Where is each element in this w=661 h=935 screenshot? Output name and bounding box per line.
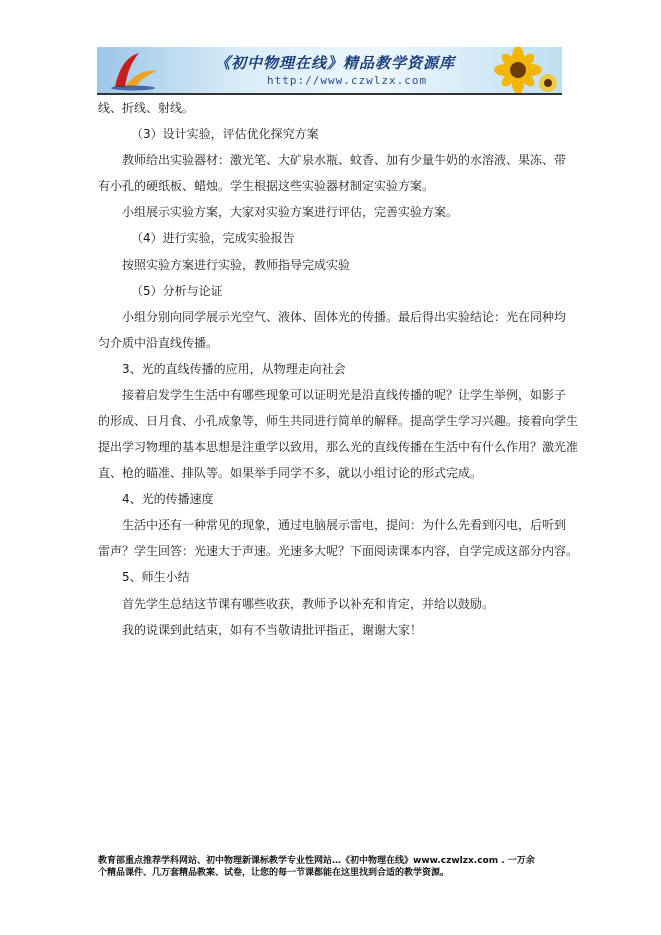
paragraph-line: 提出学习物理的基本思想是注重学以致用，那么光的直线传播在生活中有什么作用？激光准 xyxy=(98,440,579,454)
paragraph-line: 直、枪的瞄准、排队等。如果举手同学不多，就以小组讨论的形式完成。 xyxy=(98,466,483,480)
footer-line: 个精品课件、几万套精品教案、试卷，让您的每一节课都能在这里找到合适的教学资源。 xyxy=(98,868,450,878)
paragraph-line: 匀介质中沿直线传播。 xyxy=(98,336,219,350)
paragraph-line: 小组展示实验方案，大家对实验方案进行评估，完善实验方案。 xyxy=(122,205,459,219)
paragraph-line: 的形成、日月食、小孔成象等，师生共同进行简单的解释。提高学生学习兴趣。接着向学生 xyxy=(98,414,579,428)
section-heading: （4）进行实验，完成实验报告 xyxy=(131,231,295,245)
paragraph-line: 小组分别向同学展示光空气、液体、固体光的传播。最后得出实验结论：光在同种均 xyxy=(122,310,567,324)
paragraph-line: 雷声？学生回答：光速大于声速。光速多大呢？下面阅读课本内容，自学完成这部分内容。 xyxy=(98,544,579,558)
site-logo-icon xyxy=(103,49,163,91)
paragraph-line: 线、折线、射线。 xyxy=(98,101,195,115)
section-heading: 4、光的传播速度 xyxy=(122,492,214,506)
site-url[interactable]: http://www.czwlzx.com xyxy=(267,74,428,87)
paragraph-line: 我的说课到此结束，如有不当敬请批评指正，谢谢大家！ xyxy=(122,623,423,637)
sunflower-icon xyxy=(478,47,558,93)
header-divider xyxy=(97,93,562,95)
section-heading: 5、师生小结 xyxy=(122,570,190,584)
section-heading: （3）设计实验，评估优化探究方案 xyxy=(131,127,319,141)
paragraph-line: 按照实验方案进行实验，教师指导完成实验 xyxy=(122,258,351,272)
paragraph-line: 教师给出实验器材：激光笔、大矿泉水瓶、蚊香、加有少量牛奶的水溶液、果冻、带 xyxy=(122,153,567,167)
section-heading: （5）分析与论证 xyxy=(131,284,223,298)
paragraph-line: 生活中还有一种常见的现象，通过电脑展示雷电，提问：为什么先看到闪电，后听到 xyxy=(122,518,567,532)
paragraph-line: 接着启发学生生活中有哪些现象可以证明光是沿直线传播的呢？让学生举例，如影子 xyxy=(122,388,567,402)
paragraph-line: 首先学生总结这节课有哪些收获，教师予以补充和肯定，并给以鼓励。 xyxy=(122,597,495,611)
section-heading: 3、光的直线传播的应用，从物理走向社会 xyxy=(122,362,346,376)
site-title: 《初中物理在线》精品教学资源库 xyxy=(215,54,456,72)
footer-line: 教育部重点推荐学科网站、初中物理新课标教学专业性网站…《初中物理在线》www.czwlzx.com . 一万余 xyxy=(98,856,535,866)
page-footer xyxy=(98,855,568,879)
paragraph-line: 有小孔的硬纸板、蜡烛。学生根据这些实验器材制定实验方案。 xyxy=(98,179,435,193)
header-banner xyxy=(97,47,562,93)
